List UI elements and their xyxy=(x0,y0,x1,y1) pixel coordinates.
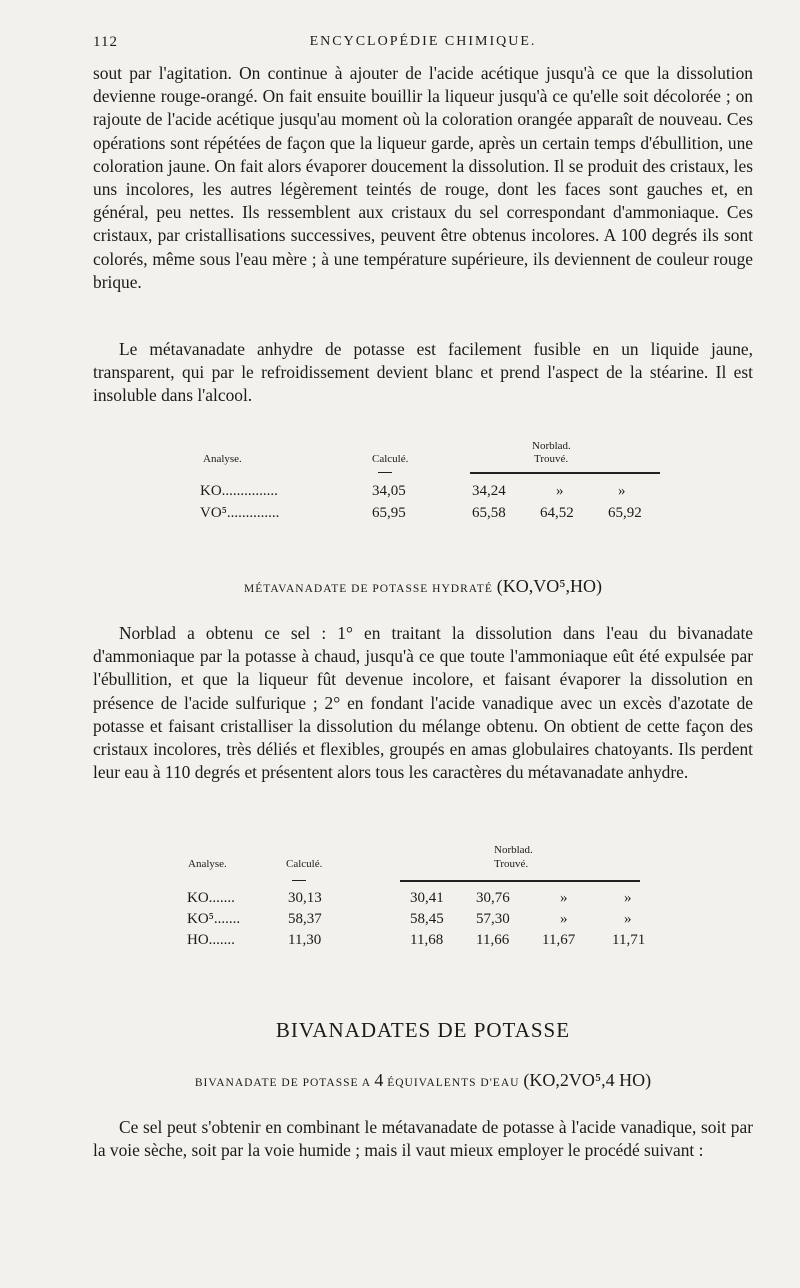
found-value: 11,71 xyxy=(612,932,646,948)
row-label: HO....... xyxy=(187,932,235,948)
header-trouve: Trouvé. xyxy=(494,858,529,870)
calc-value: 65,95 xyxy=(372,505,406,521)
found-value: 57,30 xyxy=(476,911,510,927)
page-number: 112 xyxy=(93,34,118,50)
found-value: 65,92 xyxy=(608,505,642,521)
found-value: » xyxy=(624,911,632,927)
header-norblad: Norblad. xyxy=(494,844,533,856)
row-label: KO⁵....... xyxy=(187,911,241,927)
found-value: » xyxy=(618,483,626,499)
found-value: 11,68 xyxy=(410,932,444,948)
header-analyse: Analyse. xyxy=(203,453,242,465)
subsection-title: BIVANADATE DE POTASSE A 4 ÉQUIVALENTS D'EAU (KO,2VO⁵,4 HO) xyxy=(194,1070,652,1090)
page-header xyxy=(93,34,753,56)
found-value: » xyxy=(624,890,632,906)
found-value: » xyxy=(560,911,568,927)
calc-value: 58,37 xyxy=(288,911,322,927)
section-title-bivanadates: BIVANADATES DE POTASSE xyxy=(275,1018,571,1042)
row-label: KO....... xyxy=(187,890,235,906)
paragraph-2: Le métavanadate anhydre de potasse est facilement fusible en un liquide jaune, transparent, qui par le refroidissement devient blanc et prend l'aspect de la stéarine. Il est insoluble dans l'alcool. xyxy=(93,339,753,406)
found-value: 11,67 xyxy=(542,932,576,948)
found-value: 64,52 xyxy=(540,505,574,521)
row-label: KO............... xyxy=(200,483,278,499)
found-value: 65,58 xyxy=(472,505,506,521)
found-value: 11,66 xyxy=(476,932,510,948)
row-label: VO⁵.............. xyxy=(200,505,280,521)
header-trouve: Trouvé. xyxy=(534,453,569,465)
found-value: 30,76 xyxy=(476,890,510,906)
found-value: 30,41 xyxy=(410,890,444,906)
found-rule xyxy=(470,472,660,474)
section-title-hydrate: MÉTAVANADATE DE POTASSE HYDRATÉ (KO,VO⁵,HO) xyxy=(244,576,602,596)
calc-value: 11,30 xyxy=(288,932,322,948)
calc-rule xyxy=(378,472,392,473)
found-value: 34,24 xyxy=(472,483,506,499)
calc-rule xyxy=(292,880,306,881)
calc-value: 34,05 xyxy=(372,483,406,499)
running-title: ENCYCLOPÉDIE CHIMIQUE. xyxy=(309,34,537,49)
header-calcule: Calculé. xyxy=(286,858,323,870)
found-value: » xyxy=(560,890,568,906)
header-analyse: Analyse. xyxy=(188,858,227,870)
paragraph-3: Norblad a obtenu ce sel : 1° en traitant la dissolution dans l'eau du bivanadate d'ammoniaque par la potasse à chaud, jusqu'à ce que toute l'ammoniaque eût été expulsée par l'ébullition, et que la liqueur fût devenue incolore, et faisant évaporer la dissolution en présence de l'acide sulfurique ; 2° en fondant l'acide vanadique avec un excès d'azotate de potasse et faisant cristalliser la dissolution du mélange obtenu. On obtient de cette façon des cristaux incolores, très déliés et flexibles, groupés en amas globulaires chatoyants. Ils perdent leur eau à 110 degrés et présentent alors tous les caractères du métavanadate anhydre. xyxy=(93,623,753,783)
paragraph-1: sout par l'agitation. On continue à ajouter de l'acide acétique jusqu'à ce que la dissolution devienne rouge-orangé. On fait ensuite bouillir la liqueur jusqu'à ce qu'elle soit décolorée ; on rajoute de l'acide acétique jusqu'au moment où la coloration orangée apparaît de nouveau. Ces opérations sont répétées de façon que la liqueur garde, après un certain temps d'ébullition, une coloration jaune. On fait alors évaporer doucement la dissolution. Il se produit des cristaux, les uns incolores, les autres légèrement teintés de rouge, dont les faces sont gauches et, en général, peu nettes. Ils ressemblent aux cristaux du sel correspondant d'ammoniaque. Ces cristaux, par cristallisations successives, peuvent être obtenus incolores. A 100 degrés ils sont colorés, même sous l'eau mère ; à une température supérieure, ils deviennent de couleur rouge brique. xyxy=(93,63,753,292)
found-rule xyxy=(400,880,640,882)
calc-value: 30,13 xyxy=(288,890,322,906)
header-calcule: Calculé. xyxy=(372,453,409,465)
header-norblad: Norblad. xyxy=(532,440,571,452)
paragraph-4: Ce sel peut s'obtenir en combinant le métavanadate de potasse à l'acide vanadique, soit par la voie sèche, soit par la voie humide ; mais il vaut mieux employer le procédé suivant : xyxy=(93,1117,753,1161)
found-value: » xyxy=(556,483,564,499)
found-value: 58,45 xyxy=(410,911,444,927)
